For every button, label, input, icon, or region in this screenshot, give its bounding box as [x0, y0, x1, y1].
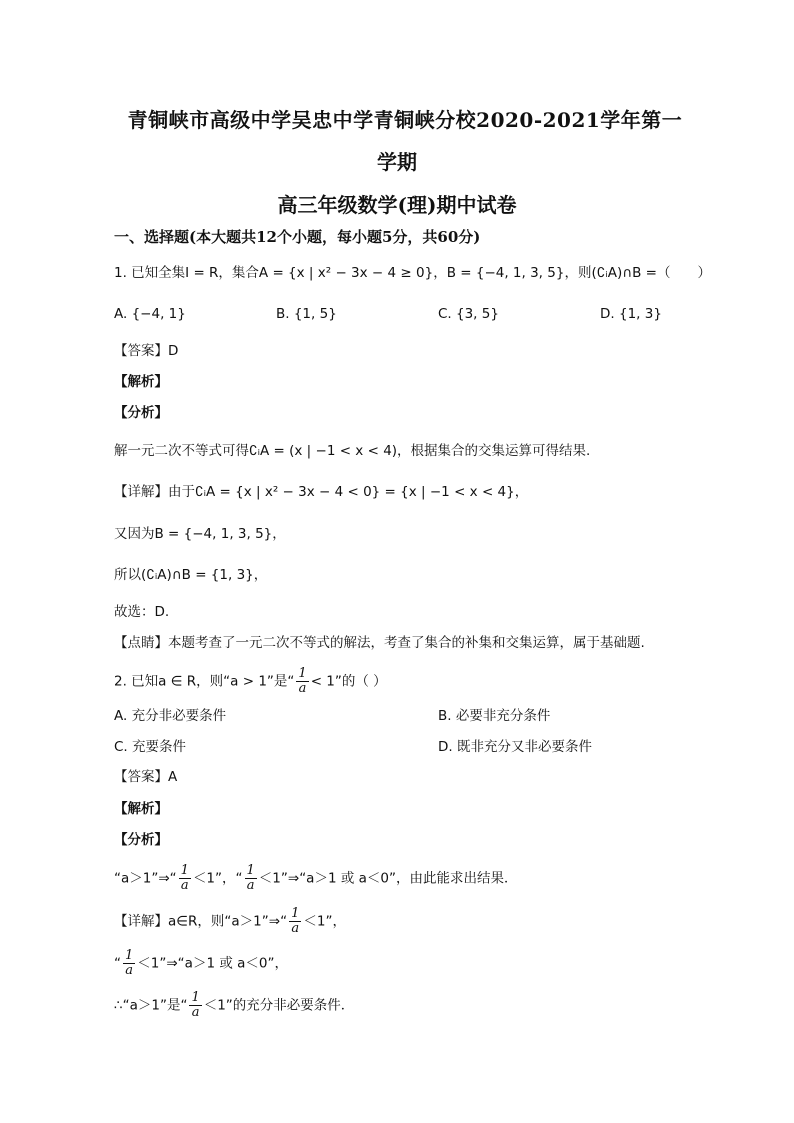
- fraction-numerator: 1: [246, 863, 255, 878]
- q2-answer: 【答案】A: [114, 769, 178, 785]
- q1-option-b: B. {1, 5}: [276, 306, 337, 322]
- fraction-numerator: 1: [191, 990, 200, 1005]
- fraction-one-over-a: [296, 667, 308, 696]
- q2-line2-part-a: “: [114, 955, 121, 972]
- fraction-numerator: 1: [298, 666, 307, 681]
- title-line-2: 学期: [377, 150, 417, 174]
- q2-fenxi-part-b: ＜1”，“: [192, 870, 243, 887]
- fraction-denominator: a: [125, 963, 134, 978]
- q2-concl-part-b: ＜1”的充分非必要条件．: [203, 997, 355, 1014]
- fraction-denominator: a: [298, 681, 307, 696]
- fraction-denominator: a: [191, 1005, 200, 1020]
- q1-option-a: A. {−4, 1}: [114, 306, 186, 322]
- q1-stem: 1. 已知全集I = R，集合A = {x | x² − 3x − 4 ≥ 0}，B = {−4, 1, 3, 5}，则(∁ᵢA)∩B =（ ）: [114, 265, 711, 281]
- fraction-denominator: a: [291, 921, 300, 936]
- q2-detail-2: [114, 949, 288, 978]
- fraction-numerator: 1: [180, 863, 189, 878]
- q1-option-c: C. {3, 5}: [438, 306, 499, 322]
- fraction-one-over-a: [179, 864, 191, 893]
- fraction-one-over-a: [189, 991, 201, 1020]
- q2-option-c: C. 充要条件: [114, 739, 187, 755]
- section-heading: 一、选择题(本大题共12个小题，每小题5分，共60分): [114, 228, 481, 246]
- q1-fenxi-text: 解一元二次不等式可得∁ᵢA = (x | −1 < x < 4)，根据集合的交集运算可得结果.: [114, 443, 591, 459]
- fraction-one-over-a: [289, 907, 301, 936]
- q2-detail-part-b: ＜1”，: [303, 913, 346, 930]
- title-line-1: 青铜峡市高级中学吴忠中学青铜峡分校2020-2021学年第一: [127, 108, 683, 132]
- q2-fenxi-part-c: ＜1”⇒“a＞1 或 a＜0”，由此能求出结果．: [258, 870, 518, 887]
- q2-conclusion: [114, 991, 354, 1020]
- q2-concl-part-a: ∴“a＞1”是“: [114, 997, 188, 1014]
- q1-detail-4: 故选：D.: [114, 604, 170, 620]
- q1-detail-2: 又因为B = {−4, 1, 3, 5}，: [114, 526, 286, 542]
- q1-answer: 【答案】D: [114, 343, 179, 359]
- q2-fenxi-label: 【分析】: [114, 832, 168, 848]
- fraction-denominator: a: [180, 878, 189, 893]
- q2-detail-part-a: 【详解】a∈R，则“a＞1”⇒“: [114, 913, 288, 930]
- q1-jiexi-label: 【解析】: [114, 374, 168, 390]
- q2-option-b: B. 必要非充分条件: [438, 708, 551, 724]
- title-line-3: 高三年级数学(理)期中试卷: [277, 193, 517, 217]
- q2-fenxi-part-a: “a＞1”⇒“: [114, 870, 177, 887]
- q2-stem-pre: 2. 已知a ∈ R，则“a > 1”是“: [114, 673, 295, 690]
- q2-option-d: D. 既非充分又非必要条件: [438, 739, 592, 755]
- fraction-one-over-a: [123, 949, 135, 978]
- q2-detail-1: [114, 907, 346, 936]
- q2-stem: [114, 667, 387, 696]
- fraction-one-over-a: [245, 864, 257, 893]
- q2-stem-post: < 1”的（ ）: [310, 673, 387, 690]
- q1-dianjing: 【点睛】本题考查了一元二次不等式的解法，考查了集合的补集和交集运算，属于基础题.: [114, 635, 645, 651]
- q2-option-a: A. 充分非必要条件: [114, 708, 227, 724]
- q2-fenxi-text: [114, 864, 518, 893]
- q1-detail-3: 所以(∁ᵢA)∩B = {1, 3}，: [114, 567, 268, 583]
- q1-fenxi-label: 【分析】: [114, 405, 168, 421]
- fraction-numerator: 1: [291, 906, 300, 921]
- q2-line2-part-b: ＜1”⇒“a＞1 或 a＜0”，: [137, 955, 288, 972]
- q1-detail-1: 【详解】由于∁ᵢA = {x | x² − 3x − 4 < 0} = {x | −1 < x < 4}，: [114, 484, 529, 500]
- fraction-denominator: a: [246, 878, 255, 893]
- fraction-numerator: 1: [125, 948, 134, 963]
- q1-option-d: D. {1, 3}: [600, 306, 662, 322]
- q2-jiexi-label: 【解析】: [114, 801, 168, 817]
